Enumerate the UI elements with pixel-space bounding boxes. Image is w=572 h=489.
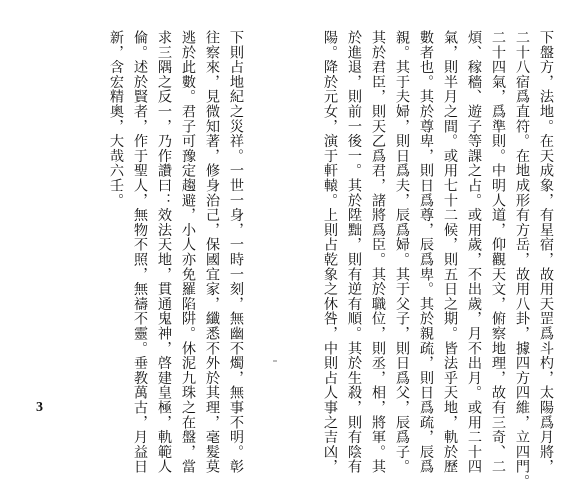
left-page-column-5: 倫。述於賢者，作于聖人，無物不照，無禱不靈。垂教萬古，月益日 xyxy=(132,30,148,474)
right-page-column-2: 二十八宿爲直符。在地成形有方岳，故用八卦，據四方四維，立四門。 xyxy=(514,30,530,489)
right-page-column-4: 煩、稼穡、遊子等課之占。或用歲，不出歲，月不出月。或用二十四 xyxy=(466,30,482,474)
right-page-column-10: 陽。降於元女，演于軒轅。上則占乾象之休咎，中則占人事之吉凶， xyxy=(322,30,338,474)
right-page-column-9: 於進退，則前一後一。其於陞黜，則有逆有順。其於生殺，則有陰有 xyxy=(346,30,362,474)
right-page-column-8: 其於君臣，則天乙爲君，諸將爲臣。其於職位，則丞，相，將軍。其 xyxy=(370,30,386,474)
right-page-column-3: 二十四氣，爲準則。中明人道，仰觀天文，俯察地理，故有三奇、二 xyxy=(490,30,506,474)
gutter-mark xyxy=(273,360,277,362)
left-page-column-3: 逃於此數。君子可豫定趨避，小人亦免羅陷阱。休泥九珠之在盤，當 xyxy=(180,30,196,474)
page-number: 3 xyxy=(36,400,43,415)
left-page-column-1: 下則占地紀之災祥。一世一身，一時一刻，無幽不燭，無事不明。彰 xyxy=(228,30,244,474)
left-page-column-2: 往察來，見微知著，修身治己，保國宜家，纖悉不外於其理，毫髮莫 xyxy=(204,30,220,474)
right-page-column-6: 數者也。其於尊卑，則日爲尊，辰爲卑。其於親疏，則日爲疏，辰爲 xyxy=(418,30,434,474)
right-page-column-5: 氣，則半月之間。或用七十二候，則五日之期。皆法乎天地，軌於歷 xyxy=(442,30,458,474)
left-page-column-6: 新，含宏精奧，大哉六壬。 xyxy=(108,30,124,208)
left-page-column-4: 求三隅之反一，乃作讚曰：效法天地，貫通鬼神，啓建皇極，軌範人 xyxy=(156,30,172,474)
right-page-column-7: 親。其于夫婦，則日爲夫，辰爲婦。其于父子，則日爲父，辰爲子。 xyxy=(394,30,410,474)
right-page-column-1: 下盤方，法地。在天成象，有星宿，故用天罡爲斗杓，太陽爲月將， xyxy=(538,30,554,474)
